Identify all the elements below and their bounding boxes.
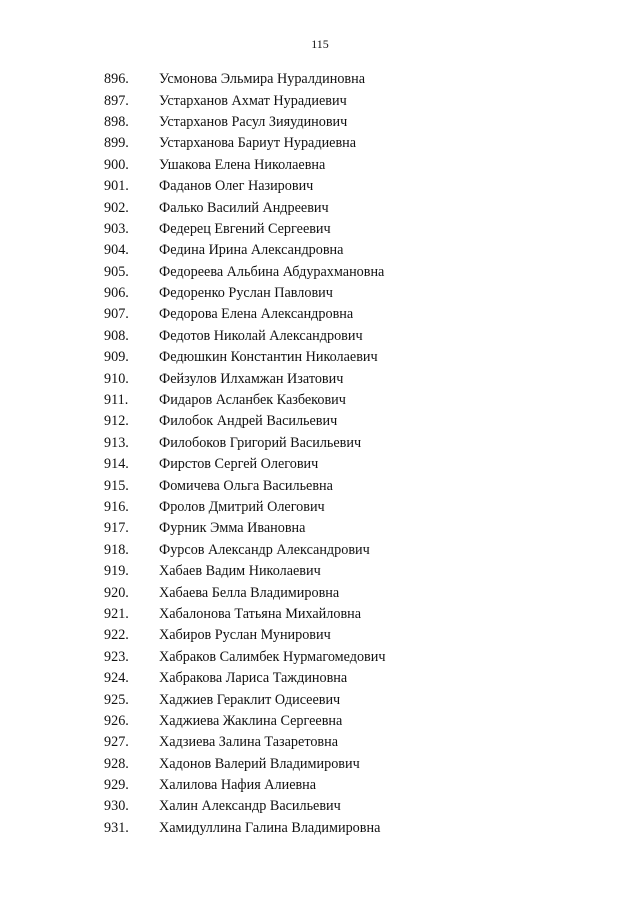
list-item bbox=[0, 90, 640, 111]
list-item bbox=[0, 689, 640, 710]
list-item bbox=[0, 433, 640, 454]
entry-name: Федерец Евгений Сергеевич bbox=[159, 220, 331, 237]
entry-number: 921. bbox=[104, 605, 129, 622]
entry-name: Устарханов Ахмат Нурадиевич bbox=[159, 92, 347, 109]
entry-name: Хаджиева Жаклина Сергеевна bbox=[159, 712, 343, 729]
entry-name: Фомичева Ольга Васильевна bbox=[159, 477, 333, 494]
list-item bbox=[0, 390, 640, 411]
list-item bbox=[0, 262, 640, 283]
entry-name: Фалько Василий Андреевич bbox=[159, 199, 329, 216]
entry-name: Ушакова Елена Николаевна bbox=[159, 156, 326, 173]
entry-name: Федотов Николай Александрович bbox=[159, 327, 363, 344]
list-item bbox=[0, 775, 640, 796]
entry-name: Фаданов Олег Назирович bbox=[159, 178, 314, 195]
entry-name: Федореева Альбина Абдурахмановна bbox=[159, 263, 385, 280]
list-item bbox=[0, 818, 640, 839]
entry-number: 927. bbox=[104, 734, 129, 751]
entry-number: 911. bbox=[104, 392, 129, 409]
entry-number: 905. bbox=[104, 263, 129, 280]
list-item bbox=[0, 475, 640, 496]
entry-name: Филобоков Григорий Васильевич bbox=[159, 434, 362, 451]
entry-number: 924. bbox=[104, 670, 129, 687]
list-item bbox=[0, 240, 640, 261]
entry-name: Фейзулов Илхамжан Изатович bbox=[159, 370, 344, 387]
list-item bbox=[0, 796, 640, 817]
entry-number: 901. bbox=[104, 178, 129, 195]
entry-number: 919. bbox=[104, 563, 129, 580]
list-item bbox=[0, 347, 640, 368]
entry-number: 909. bbox=[104, 349, 129, 366]
list-item bbox=[0, 540, 640, 561]
page-number: 115 bbox=[311, 37, 329, 51]
list-item bbox=[0, 69, 640, 90]
entry-number: 917. bbox=[104, 520, 129, 537]
list-item bbox=[0, 112, 640, 133]
entry-number: 925. bbox=[104, 691, 129, 708]
entry-number: 916. bbox=[104, 499, 129, 515]
entry-name: Фролов Дмитрий Олегович bbox=[159, 499, 325, 515]
list-item bbox=[0, 604, 640, 625]
entry-name: Федюшкин Константин Николаевич bbox=[159, 349, 378, 366]
entry-name: Устарханов Расул Зияудинович bbox=[159, 113, 348, 130]
entry-number: 897. bbox=[104, 92, 129, 109]
entry-name: Хабалонова Татьяна Михайловна bbox=[159, 605, 362, 622]
entry-number: 926. bbox=[104, 712, 129, 729]
entry-name: Хабиров Руслан Мунирович bbox=[159, 627, 331, 644]
entry-name: Фирстов Сергей Олегович bbox=[159, 456, 319, 473]
entry-name: Филобок Андрей Васильевич bbox=[159, 413, 338, 430]
entry-number: 912. bbox=[104, 413, 129, 430]
entry-name: Хаджиев Гераклит Одисеевич bbox=[159, 691, 341, 708]
entry-number: 931. bbox=[104, 819, 129, 836]
list-item bbox=[0, 454, 640, 475]
entry-number: 913. bbox=[104, 434, 129, 451]
list-item bbox=[0, 732, 640, 753]
entry-number: 907. bbox=[104, 306, 129, 323]
entry-number: 908. bbox=[104, 327, 129, 344]
list-item bbox=[0, 754, 640, 775]
entry-name: Халин Александр Васильевич bbox=[159, 798, 341, 815]
entry-number: 929. bbox=[104, 777, 129, 794]
entry-name: Фидаров Асланбек Казбекович bbox=[159, 392, 346, 409]
list-item bbox=[0, 219, 640, 240]
list-item bbox=[0, 155, 640, 176]
entry-name: Устарханова Бариyт Нурадиевна bbox=[159, 135, 357, 152]
entry-number: 898. bbox=[104, 113, 129, 130]
entry-name: Халилова Нафия Алиевна bbox=[159, 777, 317, 794]
entry-name: Хабаева Белла Владимировна bbox=[159, 584, 340, 601]
entry-number: 896. bbox=[104, 71, 129, 88]
entry-name: Хадонов Валерий Владимирович bbox=[159, 755, 360, 772]
entry-name: Фурсов Александр Александрович bbox=[159, 541, 370, 558]
list-item bbox=[0, 711, 640, 732]
name-list bbox=[0, 69, 640, 839]
entry-name: Фурник Эмма Ивановна bbox=[159, 520, 306, 537]
list-item bbox=[0, 411, 640, 432]
entry-number: 906. bbox=[104, 285, 129, 302]
entry-number: 900. bbox=[104, 156, 129, 173]
list-item bbox=[0, 497, 640, 518]
list-item bbox=[0, 625, 640, 646]
list-item bbox=[0, 133, 640, 154]
entry-number: 920. bbox=[104, 584, 129, 601]
entry-number: 899. bbox=[104, 135, 129, 152]
entry-number: 904. bbox=[104, 242, 129, 259]
entry-number: 915. bbox=[104, 477, 129, 494]
list-item bbox=[0, 518, 640, 539]
entry-number: 914. bbox=[104, 456, 129, 473]
entry-number: 923. bbox=[104, 648, 129, 665]
list-item bbox=[0, 647, 640, 668]
list-item bbox=[0, 582, 640, 603]
entry-name: Хамидуллина Галина Владимировна bbox=[159, 819, 381, 836]
entry-name: Федоренко Руслан Павлович bbox=[159, 285, 333, 302]
entry-name: Усмонова Эльмира Нуралдиновна bbox=[159, 71, 366, 88]
entry-name: Федина Ирина Александровна bbox=[159, 242, 344, 259]
entry-name: Хабаев Вадим Николаевич bbox=[159, 563, 321, 580]
entry-number: 903. bbox=[104, 220, 129, 237]
list-item bbox=[0, 304, 640, 325]
list-item bbox=[0, 283, 640, 304]
entry-number: 922. bbox=[104, 627, 129, 644]
list-item bbox=[0, 326, 640, 347]
list-item bbox=[0, 668, 640, 689]
entry-name: Хабраков Салимбек Нурмагомедович bbox=[159, 648, 386, 665]
entry-number: 902. bbox=[104, 199, 129, 216]
entry-name: Хабракова Лариса Таждиновна bbox=[159, 670, 348, 687]
list-item bbox=[0, 561, 640, 582]
entry-name: Хадзиева Залина Тазаретовна bbox=[159, 734, 339, 751]
entry-number: 930. bbox=[104, 798, 129, 815]
list-item bbox=[0, 368, 640, 389]
list-item bbox=[0, 197, 640, 218]
entry-number: 918. bbox=[104, 541, 129, 558]
entry-number: 910. bbox=[104, 370, 129, 387]
list-item bbox=[0, 176, 640, 197]
entry-number: 928. bbox=[104, 755, 129, 772]
entry-name: Федорова Елена Александровна bbox=[159, 306, 354, 323]
